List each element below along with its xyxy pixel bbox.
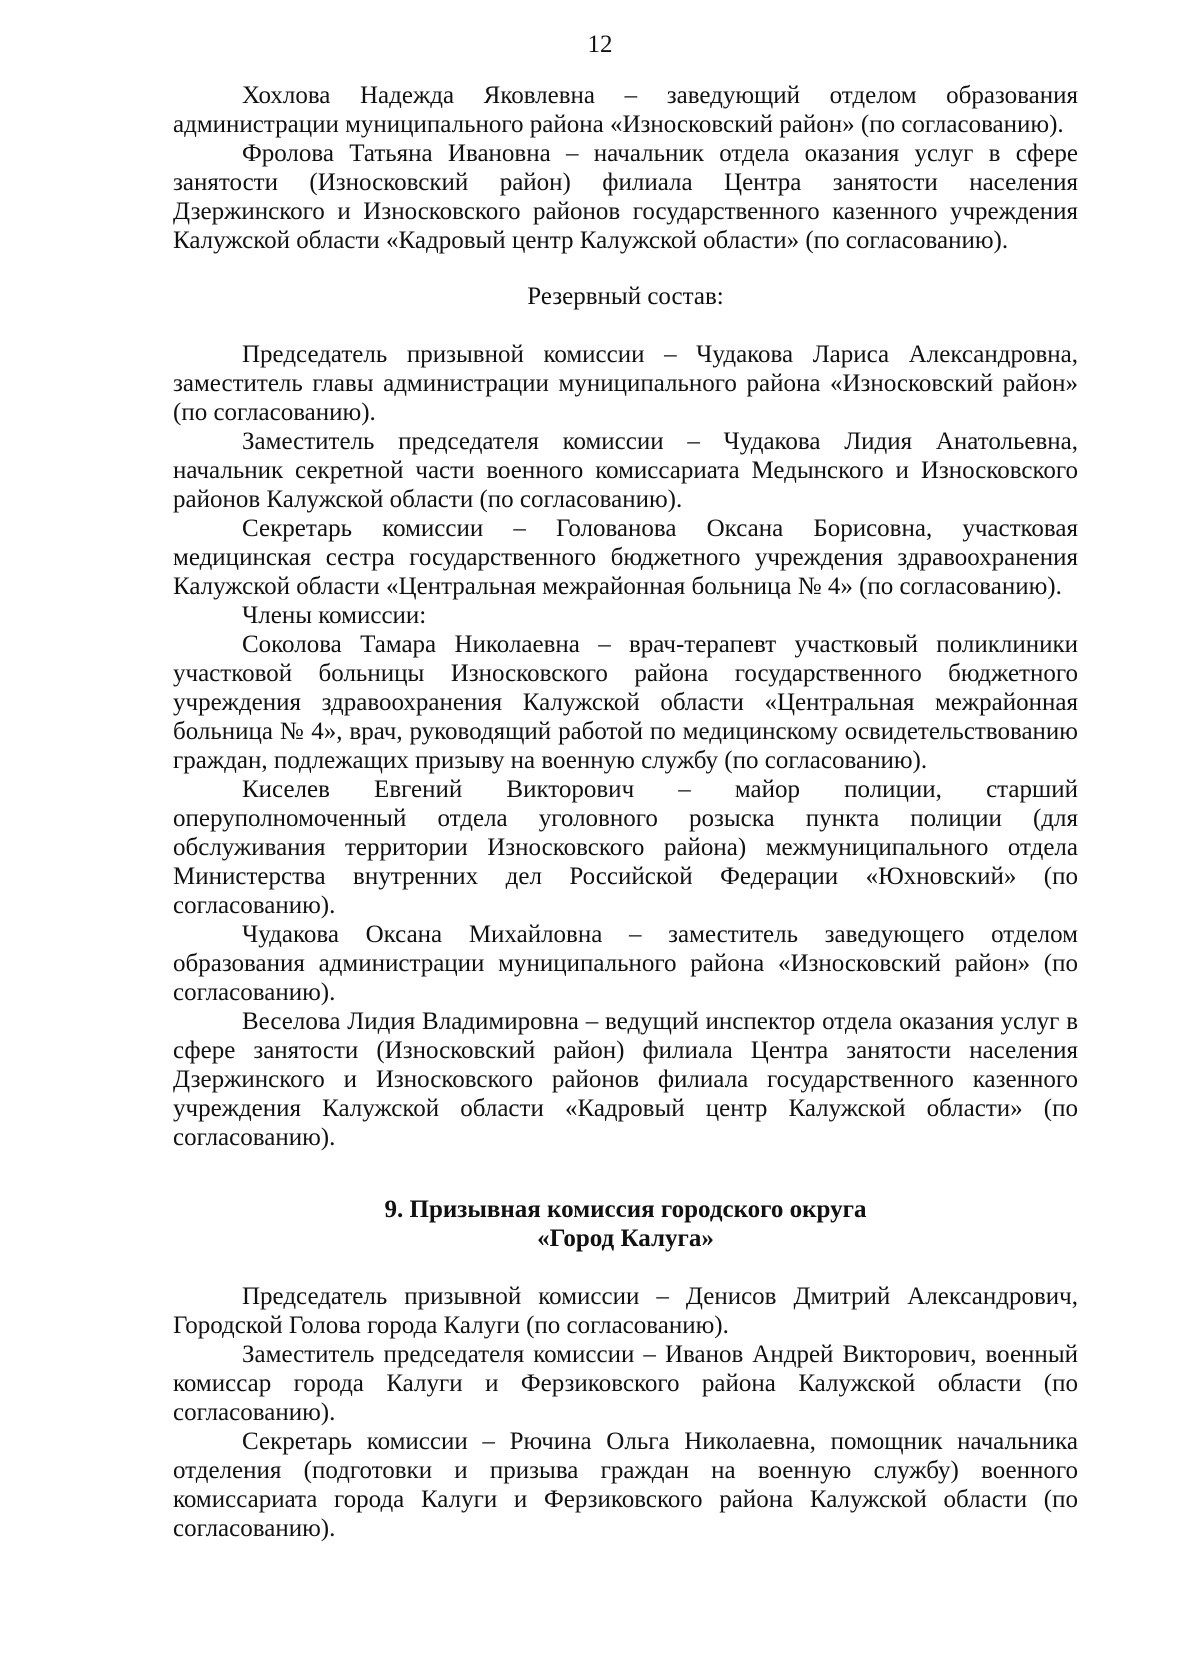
reserve-member-sokolova: Соколова Тамара Николаевна – врач-терапевт участковый поликлиники участковой больницы Износковского района государственного бюджетного учреждения здравоохранения Калужской области «Центральная межрайонная больница № 4», врач, руководящий работой по медицинскому освидетельствованию граждан, подлежащих призыву на военную службу (по согласованию). [173,631,1078,774]
paragraph-khokhlova: Хохлова Надежда Яковлевна – заведующий отделом образования администрации муниципального района «Износковский район» (по согласованию). [173,82,1078,138]
section-9-chairman: Председатель призывной комиссии – Денисов Дмитрий Александрович, Городской Голова города Калуги (по согласованию). [173,1283,1078,1339]
section-9-secretary: Секретарь комиссии – Рючина Ольга Николаевна, помощник начальника отделения (подготовки и призыва граждан на военную службу) военного комиссариата города Калуги и Ферзиковского района Калужской области (по согласованию). [173,1428,1078,1542]
section-9-heading-line1: 9. Призывная комиссия городского округа [384,1196,867,1223]
reserve-members-label: Члены комиссии: [242,602,427,629]
reserve-member-veselova: Веселова Лидия Владимировна – ведущий инспектор отдела оказания услуг в сфере занятости (Износковский район) филиала Центра занятости населения Дзержинского и Износковского районов филиала государственного казенного учреждения Калужской области «Кадровый центр Калужской области» (по согласованию). [173,1008,1078,1151]
section-9-heading [173,1195,1078,1253]
reserve-deputy: Заместитель председателя комиссии – Чудакова Лидия Анатольевна, начальник секретной части военного комиссариата Медынского и Износковского районов Калужской области (по согласованию). [173,428,1078,513]
document-body [173,81,1078,1543]
section-9-heading-line2: «Город Калуга» [537,1225,714,1252]
page-number: 12 [587,31,613,58]
reserve-chairman: Председатель призывной комиссии – Чудакова Лариса Александровна, заместитель главы администрации муниципального района «Износковский район» (по согласованию). [173,341,1078,426]
paragraph-frolova: Фролова Татьяна Ивановна – начальник отдела оказания услуг в сфере занятости (Износковский район) филиала Центра занятости населения Дзержинского и Износковского районов государственного казенного учреждения Калужской области «Кадровый центр Калужской области» (по согласованию). [173,140,1078,254]
section-9-deputy: Заместитель председателя комиссии – Иванов Андрей Викторович, военный комиссар города Калуги и Ферзиковского района Калужской области (по согласованию). [173,1341,1078,1426]
reserve-member-kiselev: Киселев Евгений Викторович – майор полиции, старший оперуполномоченный отдела уголовного розыска пункта полиции (для обслуживания территории Износковского района) межмуниципального отдела Министерства внутренних дел Российской Федерации «Юхновский» (по согласованию). [173,776,1078,919]
reserve-heading: Резервный состав: [527,283,724,310]
reserve-secretary: Секретарь комиссии – Голованова Оксана Борисовна, участковая медицинская сестра государственного бюджетного учреждения здравоохранения Калужской области «Центральная межрайонная больница № 4» (по согласованию). [173,515,1078,600]
reserve-member-chudakova: Чудакова Оксана Михайловна – заместитель заведующего отделом образования администрации муниципального района «Износковский район» (по согласованию). [173,921,1078,1006]
